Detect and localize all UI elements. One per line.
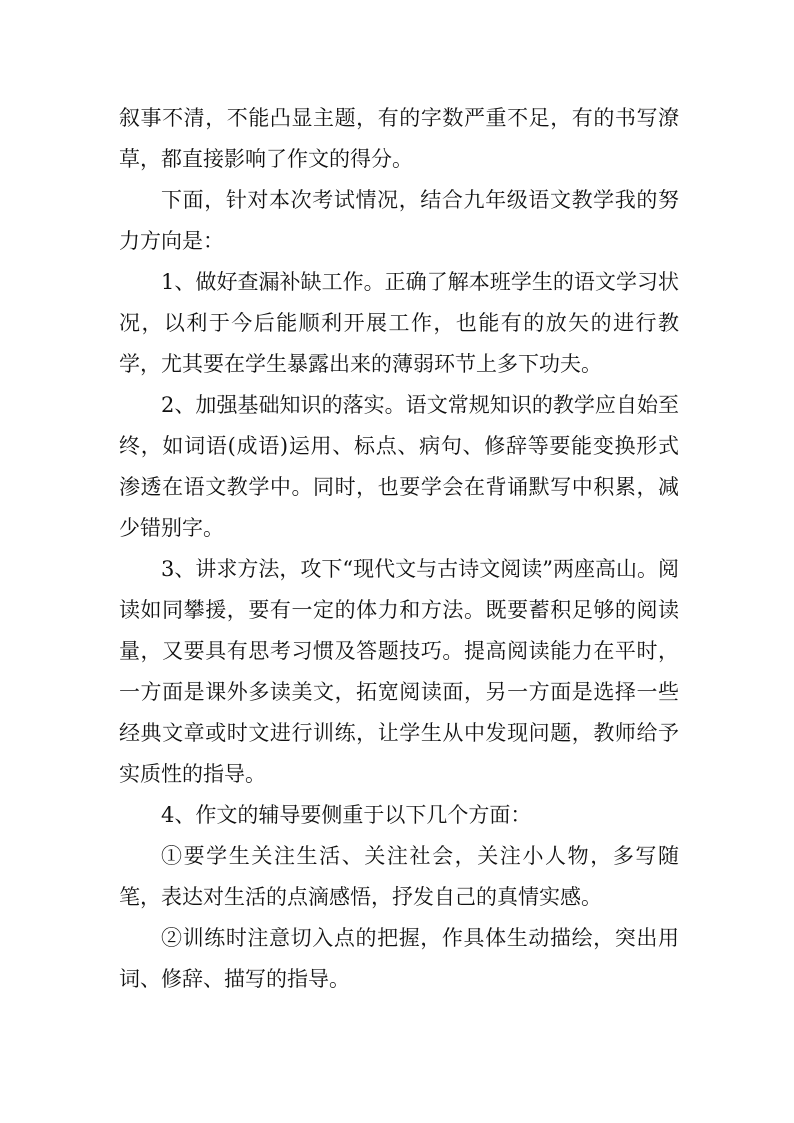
paragraph-continuation: 叙事不清，不能凸显主题，有的字数严重不足，有的书写潦草，都直接影响了作文的得分。 — [119, 106, 679, 171]
paragraph-item-2: 2、加强基础知识的落实。语文常规知识的教学应自始至终，如词语(成语)运用、标点、病句、修辞等要能变换形式渗透在语文教学中。同时，也要学会在背诵默写中积累，减少错别字。 — [119, 393, 679, 540]
paragraph-item-3: 3、讲求方法，攻下“现代文与古诗文阅读”两座高山。阅读如同攀援，要有一定的体力和方法。既要蓄积足够的阅读量，又要具有思考习惯及答题技巧。提高阅读能力在平时，一方面是课外多读美文，拓宽阅读面，另一方面是选择一些经典文章或时文进行训练，让学生从中发现问题，教师给予实质性的指导。 — [119, 557, 679, 786]
paragraph-intro: 下面，针对本次考试情况，结合九年级语文教学我的努力方向是： — [119, 188, 679, 253]
paragraph-item-1: 1、做好查漏补缺工作。正确了解本班学生的语文学习状况，以利于今后能顺利开展工作，也能有的放矢的进行教学，尤其要在学生暴露出来的薄弱环节上多下功夫。 — [119, 270, 679, 376]
paragraph-subitem-2: ②训练时注意切入点的把握，作具体生动描绘，突出用词、修辞、描写的指导。 — [119, 926, 679, 991]
document-body — [119, 98, 679, 1000]
paragraph-item-4: 4、作文的辅导要侧重于以下几个方面： — [161, 803, 532, 827]
paragraph-subitem-1: ①要学生关注生活、关注社会，关注小人物，多写随笔，表达对生活的点滴感悟，抒发自己的真情实感。 — [119, 844, 679, 909]
